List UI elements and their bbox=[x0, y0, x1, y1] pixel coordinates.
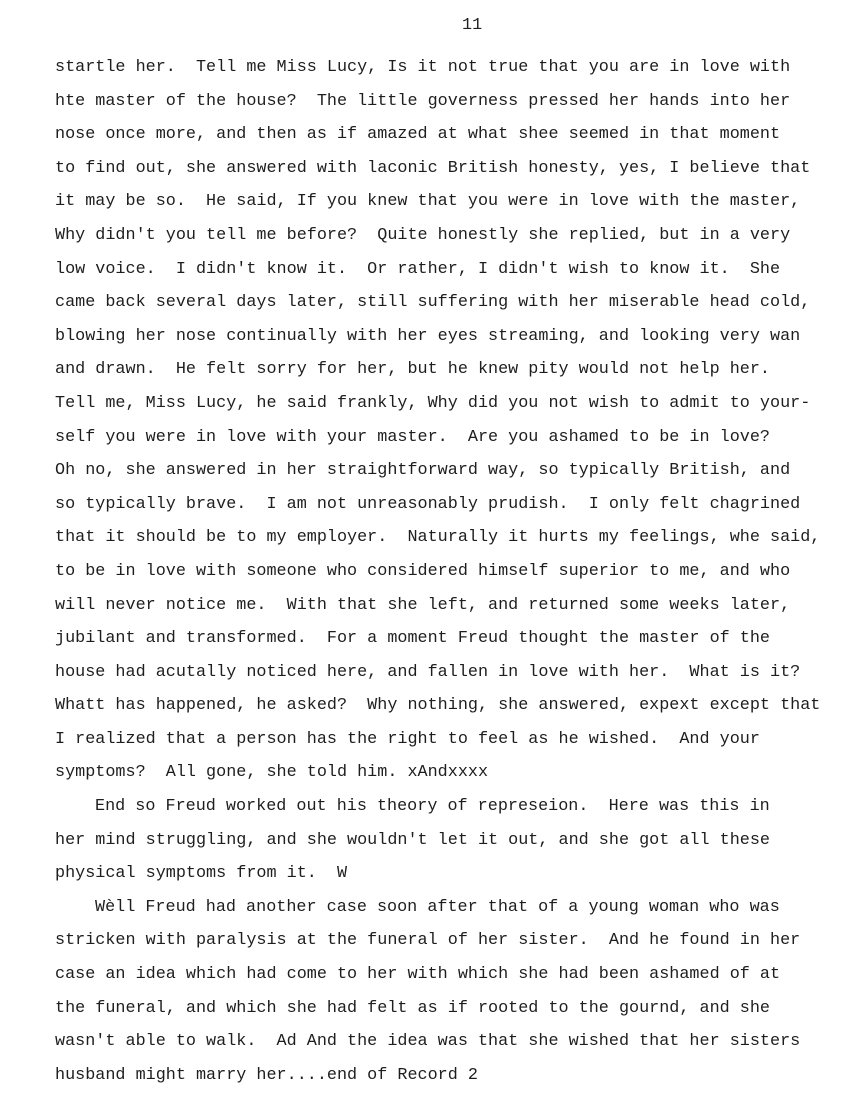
text-line: so typically brave. I am not unreasonably prudish. I only felt chagrined bbox=[55, 494, 801, 514]
text-line: self you were in love with your master. Are you ashamed to be in love? bbox=[55, 427, 770, 447]
text-line: symptoms? All gone, she told him. xAndxxxx bbox=[55, 763, 489, 783]
text-line: hte master of the house? The little governess pressed her hands into her bbox=[55, 91, 791, 111]
text-line: that it should be to my employer. Naturally it hurts my feelings, whe said, bbox=[55, 528, 821, 548]
text-line: her mind struggling, and she wouldn't let it out, and she got all these bbox=[55, 830, 770, 850]
page-number: 11 bbox=[462, 16, 483, 35]
text-line: case an idea which had come to her with which she had been ashamed of at bbox=[55, 965, 781, 985]
text-line: and drawn. He felt sorry for her, but he knew pity would not help her. bbox=[55, 360, 770, 380]
text-line: low voice. I didn't know it. Or rather, I didn't wish to know it. She bbox=[55, 259, 781, 279]
text-line: blowing her nose continually with her eyes streaming, and looking very wan bbox=[55, 326, 801, 346]
text-line: will never notice me. With that she left, and returned some weeks later, bbox=[55, 595, 791, 615]
text-line: I realized that a person has the right to feel as he wished. And your bbox=[55, 729, 760, 749]
typed-transcript-body bbox=[55, 51, 820, 1092]
text-line: the funeral, and which she had felt as if rooted to the gournd, and she bbox=[55, 998, 770, 1018]
text-line: came back several days later, still suffering with her miserable head cold, bbox=[55, 293, 811, 313]
text-line: it may be so. He said, If you knew that you were in love with the master, bbox=[55, 192, 801, 212]
text-line: stricken with paralysis at the funeral of her sister. And he found in her bbox=[55, 931, 801, 951]
text-line: physical symptoms from it. W bbox=[55, 864, 348, 884]
text-line: Tell me, Miss Lucy, he said frankly, Why did you not wish to admit to your- bbox=[55, 393, 811, 413]
text-line: End so Freud worked out his theory of represeion. Here was this in bbox=[95, 797, 770, 817]
text-line: Wèll Freud had another case soon after that of a young woman who was bbox=[95, 897, 780, 917]
text-line: husband might marry her....end of Record 2 bbox=[55, 1065, 478, 1085]
text-line: Why didn't you tell me before? Quite honestly she replied, but in a very bbox=[55, 225, 791, 245]
text-line: nose once more, and then as if amazed at what shee seemed in that moment bbox=[55, 125, 781, 145]
text-line: wasn't able to walk. Ad And the idea was that she wished that her sisters bbox=[55, 1032, 801, 1052]
text-line: Whatt has happened, he asked? Why nothing, she answered, expext except that bbox=[55, 696, 821, 716]
text-line: to be in love with someone who considered himself superior to me, and who bbox=[55, 561, 791, 581]
text-line: Oh no, she answered in her straightforward way, so typically British, and bbox=[55, 461, 791, 481]
text-line: jubilant and transformed. For a moment Freud thought the master of the bbox=[55, 629, 770, 649]
text-line: to find out, she answered with laconic British honesty, yes, I believe that bbox=[55, 158, 811, 178]
text-line: startle her. Tell me Miss Lucy, Is it not true that you are in love with bbox=[55, 58, 791, 77]
text-line: house had acutally noticed here, and fallen in love with her. What is it? bbox=[55, 662, 801, 682]
